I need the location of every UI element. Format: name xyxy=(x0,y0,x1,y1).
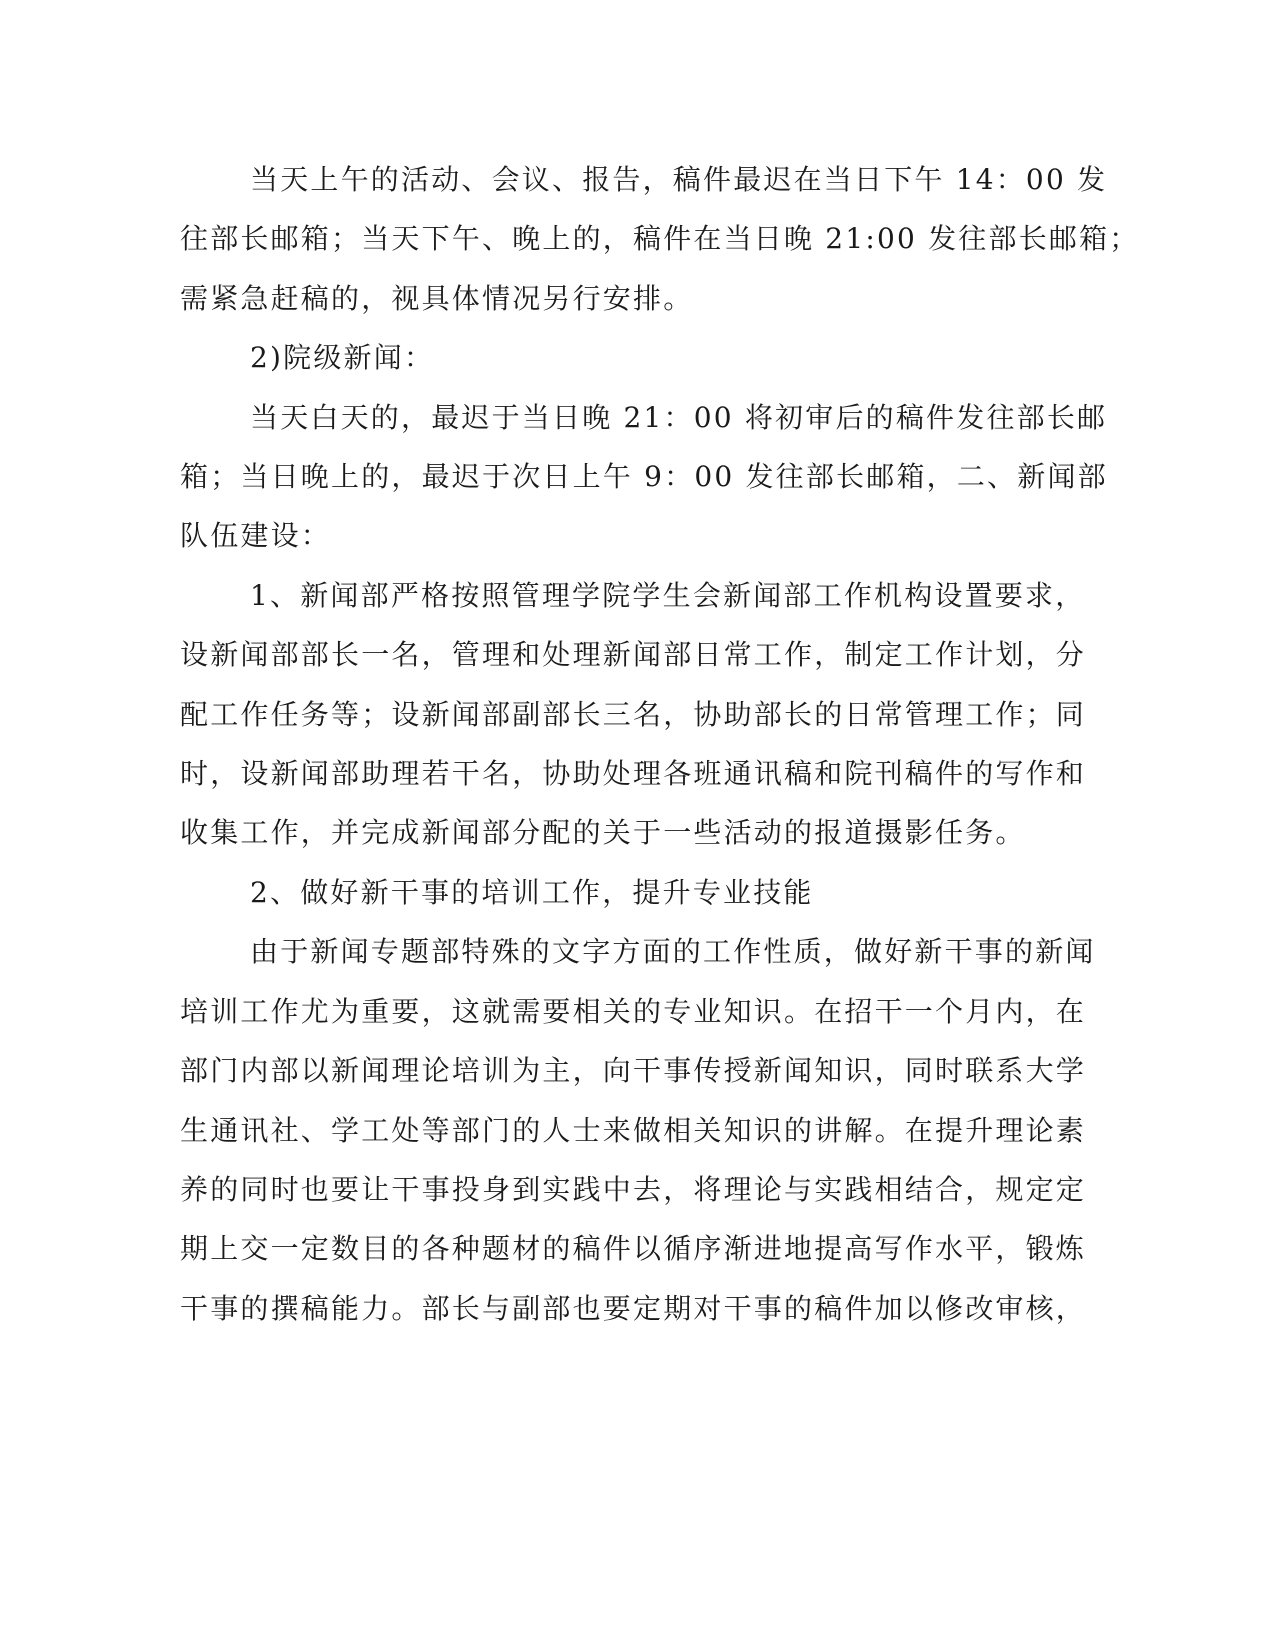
body-text xyxy=(180,150,1140,1338)
paragraph-line: 箱；当日晚上的，最迟于次日上午 9：00 发往部长邮箱，二、新闻部 xyxy=(180,460,1108,494)
paragraph-line: 生通讯社、学工处等部门的人士来做相关知识的讲解。在提升理论素 xyxy=(180,1113,1087,1147)
paragraph-line: 当天上午的活动、会议、报告，稿件最迟在当日下午 14：00 发 xyxy=(250,163,1108,196)
section-heading: 2)院级新闻： xyxy=(250,341,435,375)
paragraph-line: 时，设新闻部助理若干名，协助处理各班通讯稿和院刊稿件的写作和 xyxy=(180,757,1087,791)
paragraph-line: 配工作任务等；设新闻部副部长三名，协助部长的日常管理工作；同 xyxy=(180,697,1087,731)
paragraph-line: 干事的撰稿能力。部长与副部也要定期对干事的稿件加以修改审核， xyxy=(180,1291,1087,1325)
paragraph-line: 队伍建设： xyxy=(180,519,332,553)
paragraph-line: 由于新闻专题部特殊的文字方面的工作性质，做好新干事的新闻 xyxy=(250,935,1096,969)
paragraph-line: 1、新闻部严格按照管理学院学生会新闻部工作机构设置要求， xyxy=(250,578,1086,612)
paragraph-line: 往部长邮箱；当天下午、晚上的，稿件在当日晚 21:00 发往部长邮箱； xyxy=(180,222,1140,256)
paragraph-line: 期上交一定数目的各种题材的稿件以循序渐进地提高写作水平，锻炼 xyxy=(180,1232,1087,1266)
paragraph-line: 当天白天的，最迟于当日晚 21：00 将初审后的稿件发往部长邮 xyxy=(250,400,1108,434)
section-heading: 2、做好新干事的培训工作，提升专业技能 xyxy=(250,875,814,909)
paragraph-line: 养的同时也要让干事投身到实践中去，将理论与实践相结合，规定定 xyxy=(180,1172,1087,1206)
paragraph-line: 部门内部以新闻理论培训为主，向干事传授新闻知识，同时联系大学 xyxy=(180,1054,1087,1088)
paragraph-line: 收集工作，并完成新闻部分配的关于一些活动的报道摄影任务。 xyxy=(180,816,1026,850)
paragraph-line: 设新闻部部长一名，管理和处理新闻部日常工作，制定工作计划，分 xyxy=(180,638,1087,672)
paragraph-line: 需紧急赶稿的，视具体情况另行安排。 xyxy=(180,281,694,315)
paragraph-line: 培训工作尤为重要，这就需要相关的专业知识。在招干一个月内，在 xyxy=(180,994,1087,1028)
